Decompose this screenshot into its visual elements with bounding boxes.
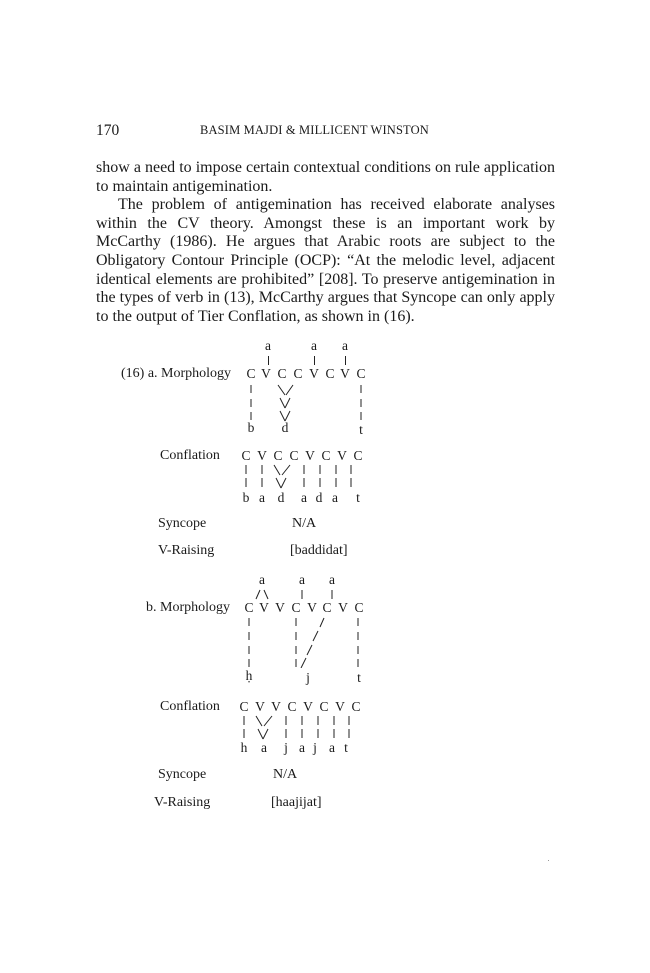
- skeleton-slot: V: [257, 448, 267, 463]
- skeleton-slot: C: [291, 600, 301, 615]
- paragraph-2: The problem of antigemination has received elaborate analyses within the CV theory. Amongst these is an important work by McCarthy (1986). He argues that Arabic roots are subject to the Obligatory Contour Principle (OCP): “At the melodic level, adjacent identical elements are prohibited” [208]. To preserve antigemination in the types of verb in (13), McCarthy argues that Syncope can only apply to the output of Tier Conflation, as shown in (16).: [96, 196, 555, 325]
- association-lines: [238, 463, 368, 491]
- skeleton-slot: C: [246, 366, 256, 381]
- running-title: BASIM MAJDI & MILLICENT WINSTON: [200, 123, 429, 137]
- syncope-label: Syncope: [158, 767, 207, 782]
- skeleton-slot: C: [321, 448, 331, 463]
- output-segment: j: [313, 740, 317, 755]
- skeleton-slot: C: [356, 366, 366, 381]
- scan-speck: [548, 860, 549, 861]
- root-consonant: t: [357, 670, 361, 685]
- v-raising-value: [baddidat]: [290, 543, 348, 558]
- skeleton-slot: V: [338, 600, 348, 615]
- skeleton-slot: V: [340, 366, 350, 381]
- output-segment: b: [242, 490, 250, 505]
- paragraph-1: show a need to impose certain contextual conditions on rule application to maintain antigemination.: [96, 159, 555, 195]
- skeleton-slot: V: [261, 366, 271, 381]
- assoc-line: [268, 356, 269, 365]
- syncope-label: Syncope: [158, 516, 207, 531]
- root-consonant: ḥ: [245, 668, 253, 683]
- skeleton-slot: V: [259, 600, 269, 615]
- output-segment: a: [259, 490, 265, 505]
- output-segment: d: [277, 490, 285, 505]
- output-segment: a: [301, 490, 307, 505]
- skeleton-slot: C: [241, 448, 251, 463]
- root-consonant: d: [281, 420, 289, 435]
- melody-a-1: a: [265, 338, 271, 353]
- melody-a-3: a: [329, 572, 335, 587]
- skeleton-slot: C: [244, 600, 254, 615]
- association-lines: [240, 616, 370, 668]
- skeleton-slot: V: [309, 366, 319, 381]
- v-raising-value: [haajijat]: [271, 795, 322, 810]
- skeleton-slot: V: [335, 699, 345, 714]
- root-consonant: j: [306, 670, 310, 685]
- output-segment: a: [261, 740, 267, 755]
- output-segment: a: [329, 740, 335, 755]
- v-raising-label: V-Raising: [154, 795, 211, 810]
- skeleton-slot: V: [303, 699, 313, 714]
- output-segment: j: [284, 740, 288, 755]
- v-raising-label: V-Raising: [158, 543, 215, 558]
- skeleton-slot: C: [239, 699, 249, 714]
- skeleton-slot: V: [337, 448, 347, 463]
- skeleton-slot: C: [322, 600, 332, 615]
- skeleton-slot: V: [307, 600, 317, 615]
- association-lines: [236, 714, 366, 742]
- skeleton-slot: V: [255, 699, 265, 714]
- skeleton-slot: C: [353, 448, 363, 463]
- association-lines: [240, 383, 370, 423]
- skeleton-slot: V: [305, 448, 315, 463]
- melody-a-3: a: [342, 338, 348, 353]
- syncope-value: N/A: [273, 767, 298, 782]
- output-segment: a: [299, 740, 305, 755]
- melody-a-1: a: [259, 572, 265, 587]
- output-segment: a: [332, 490, 338, 505]
- conflation-label: Conflation: [160, 699, 220, 714]
- skeleton-slot: C: [319, 699, 329, 714]
- body-text: [96, 159, 555, 326]
- skeleton-slot: V: [275, 600, 285, 615]
- output-segment: h: [240, 740, 248, 755]
- output-segment: t: [356, 490, 360, 505]
- output-segment: d: [315, 490, 323, 505]
- morphology-label: b. Morphology: [146, 600, 230, 615]
- skeleton-slot: C: [325, 366, 335, 381]
- syncope-value: N/A: [292, 516, 317, 531]
- output-segment: t: [344, 740, 348, 755]
- assoc-line: [345, 356, 346, 365]
- skeleton-slot: C: [277, 366, 287, 381]
- root-consonant: t: [359, 422, 363, 437]
- morphology-label: (16) a. Morphology: [121, 366, 232, 381]
- skeleton-slot: V: [271, 699, 281, 714]
- root-consonant: b: [247, 420, 255, 435]
- melody-a-2: a: [299, 572, 305, 587]
- skeleton-slot: C: [351, 699, 361, 714]
- melody-a-2: a: [311, 338, 317, 353]
- assoc-line: [314, 356, 315, 365]
- page-number: 170: [96, 122, 120, 139]
- skeleton-slot: C: [354, 600, 364, 615]
- skeleton-slot: C: [287, 699, 297, 714]
- skeleton-slot: C: [273, 448, 283, 463]
- skeleton-slot: C: [293, 366, 303, 381]
- conflation-label: Conflation: [160, 448, 220, 463]
- skeleton-slot: C: [289, 448, 299, 463]
